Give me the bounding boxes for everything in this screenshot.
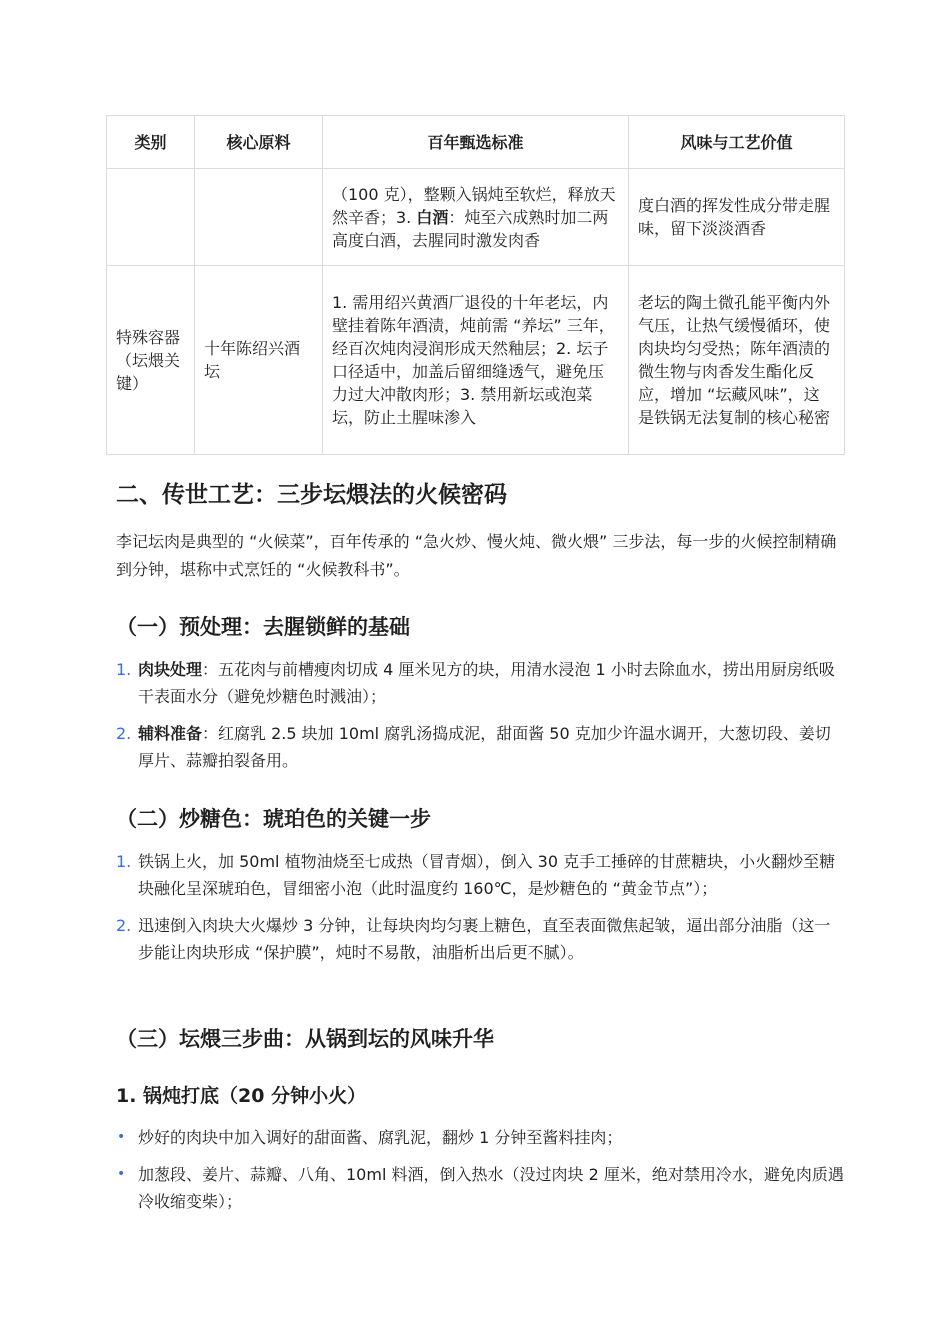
list-item (116, 656, 844, 710)
item-text: ：五花肉与前槽瘦肉切成 4 厘米见方的块，用清水浸泡 1 小时去除血水，捞出用厨房纸吸干表面水分（避免炒糖色时溅油）； (138, 660, 835, 706)
list-item (116, 720, 844, 774)
header-category: 类别 (107, 116, 195, 169)
subsection-heading-simmer: （三）坛煨三步曲：从锅到坛的风味升华 (116, 1027, 494, 1051)
item-keyword: 肉块处理 (138, 660, 203, 679)
subsection-heading-sugar-color: （二）炒糖色：琥珀色的关键一步 (116, 807, 431, 831)
step-heading: 1. 锅炖打底（20 分钟小火） (116, 1085, 367, 1107)
bullet-icon: • (117, 1129, 126, 1145)
list-item (116, 1161, 844, 1215)
preprocess-list (116, 656, 844, 774)
header-material: 核心原料 (195, 116, 323, 169)
header-standard: 百年甄选标准 (323, 116, 629, 169)
header-value: 风味与工艺价值 (629, 116, 845, 169)
step1-list (116, 1124, 844, 1215)
sugar-color-list (116, 848, 844, 966)
table-header-row (107, 116, 845, 169)
item-text: 加葱段、姜片、蒜瓣、八角、10ml 料酒，倒入热水（没过肉块 2 厘米，绝对禁用冷水，避免肉质遇冷收缩变柴）； (138, 1165, 844, 1211)
cell-value: 度白酒的挥发性成分带走腥味，留下淡淡酒香 (629, 169, 845, 266)
list-number: 1. (116, 660, 132, 679)
cell-standard: 1. 需用绍兴黄酒厂退役的十年老坛，内壁挂着陈年酒渍，炖前需 “养坛” 三年，经百次炖肉浸润形成天然釉层；2. 坛子口径适中，加盖后留细缝透气，避免压力过大冲散肉形；3. 禁用新坛或泡菜坛，防止土腥味渗入 (323, 266, 629, 455)
cell-text: （100 克），整颗入锅炖至软烂，释放天然辛香；3. (332, 184, 616, 227)
list-item (116, 912, 844, 966)
ingredient-table (106, 115, 845, 455)
cell-text: ：炖至六成熟时加二两高度白酒，去腥同时激发肉香 (332, 207, 609, 250)
keyword-baijiu: 白酒 (416, 207, 449, 227)
list-item (116, 848, 844, 902)
section-heading: 二、传世工艺：三步坛煨法的火候密码 (116, 482, 507, 508)
cell-material: 十年陈绍兴酒坛 (195, 266, 323, 455)
section-intro: 李记坛肉是典型的 “火候菜”，百年传承的 “急火炒、慢火炖、微火煨” 三步法，每一步的火候控制精确到分钟，堪称中式烹饪的 “火候教科书”。 (116, 532, 837, 579)
cell-standard (323, 169, 629, 266)
item-keyword: 辅料准备 (138, 724, 203, 743)
cell-material (195, 169, 323, 266)
table-row (107, 169, 845, 266)
list-item (116, 1124, 844, 1151)
item-text: ：红腐乳 2.5 块加 10ml 腐乳汤捣成泥，甜面酱 50 克加少许温水调开，大葱切段、姜切厚片、蒜瓣拍裂备用。 (138, 724, 831, 770)
cell-category (107, 169, 195, 266)
list-number: 1. (116, 852, 132, 871)
bullet-icon: • (117, 1166, 126, 1182)
item-text: 炒好的肉块中加入调好的甜面酱、腐乳泥，翻炒 1 分钟至酱料挂肉； (138, 1128, 623, 1147)
subsection-heading-preprocess: （一）预处理：去腥锁鲜的基础 (116, 615, 410, 639)
list-number: 2. (116, 916, 132, 935)
item-text: 迅速倒入肉块大火爆炒 3 分钟，让每块肉均匀裹上糖色，直至表面微焦起皱，逼出部分油脂（这一步能让肉块形成 “保护膜”，炖时不易散，油脂析出后更不腻）。 (138, 916, 831, 962)
cell-value: 老坛的陶土微孔能平衡内外气压，让热气缓慢循环，使肉块均匀受热；陈年酒渍的微生物与肉香发生酯化反应，增加 “坛藏风味”，这是铁锅无法复制的核心秘密 (629, 266, 845, 455)
item-text: 铁锅上火，加 50ml 植物油烧至七成热（冒青烟），倒入 30 克手工捶碎的甘蔗糖块，小火翻炒至糖块融化呈深琥珀色，冒细密小泡（此时温度约 160℃，是炒糖色的 “黄金节点”）； (138, 852, 836, 898)
table-row (107, 266, 845, 455)
cell-category: 特殊容器（坛煨关键） (107, 266, 195, 455)
list-number: 2. (116, 724, 132, 743)
